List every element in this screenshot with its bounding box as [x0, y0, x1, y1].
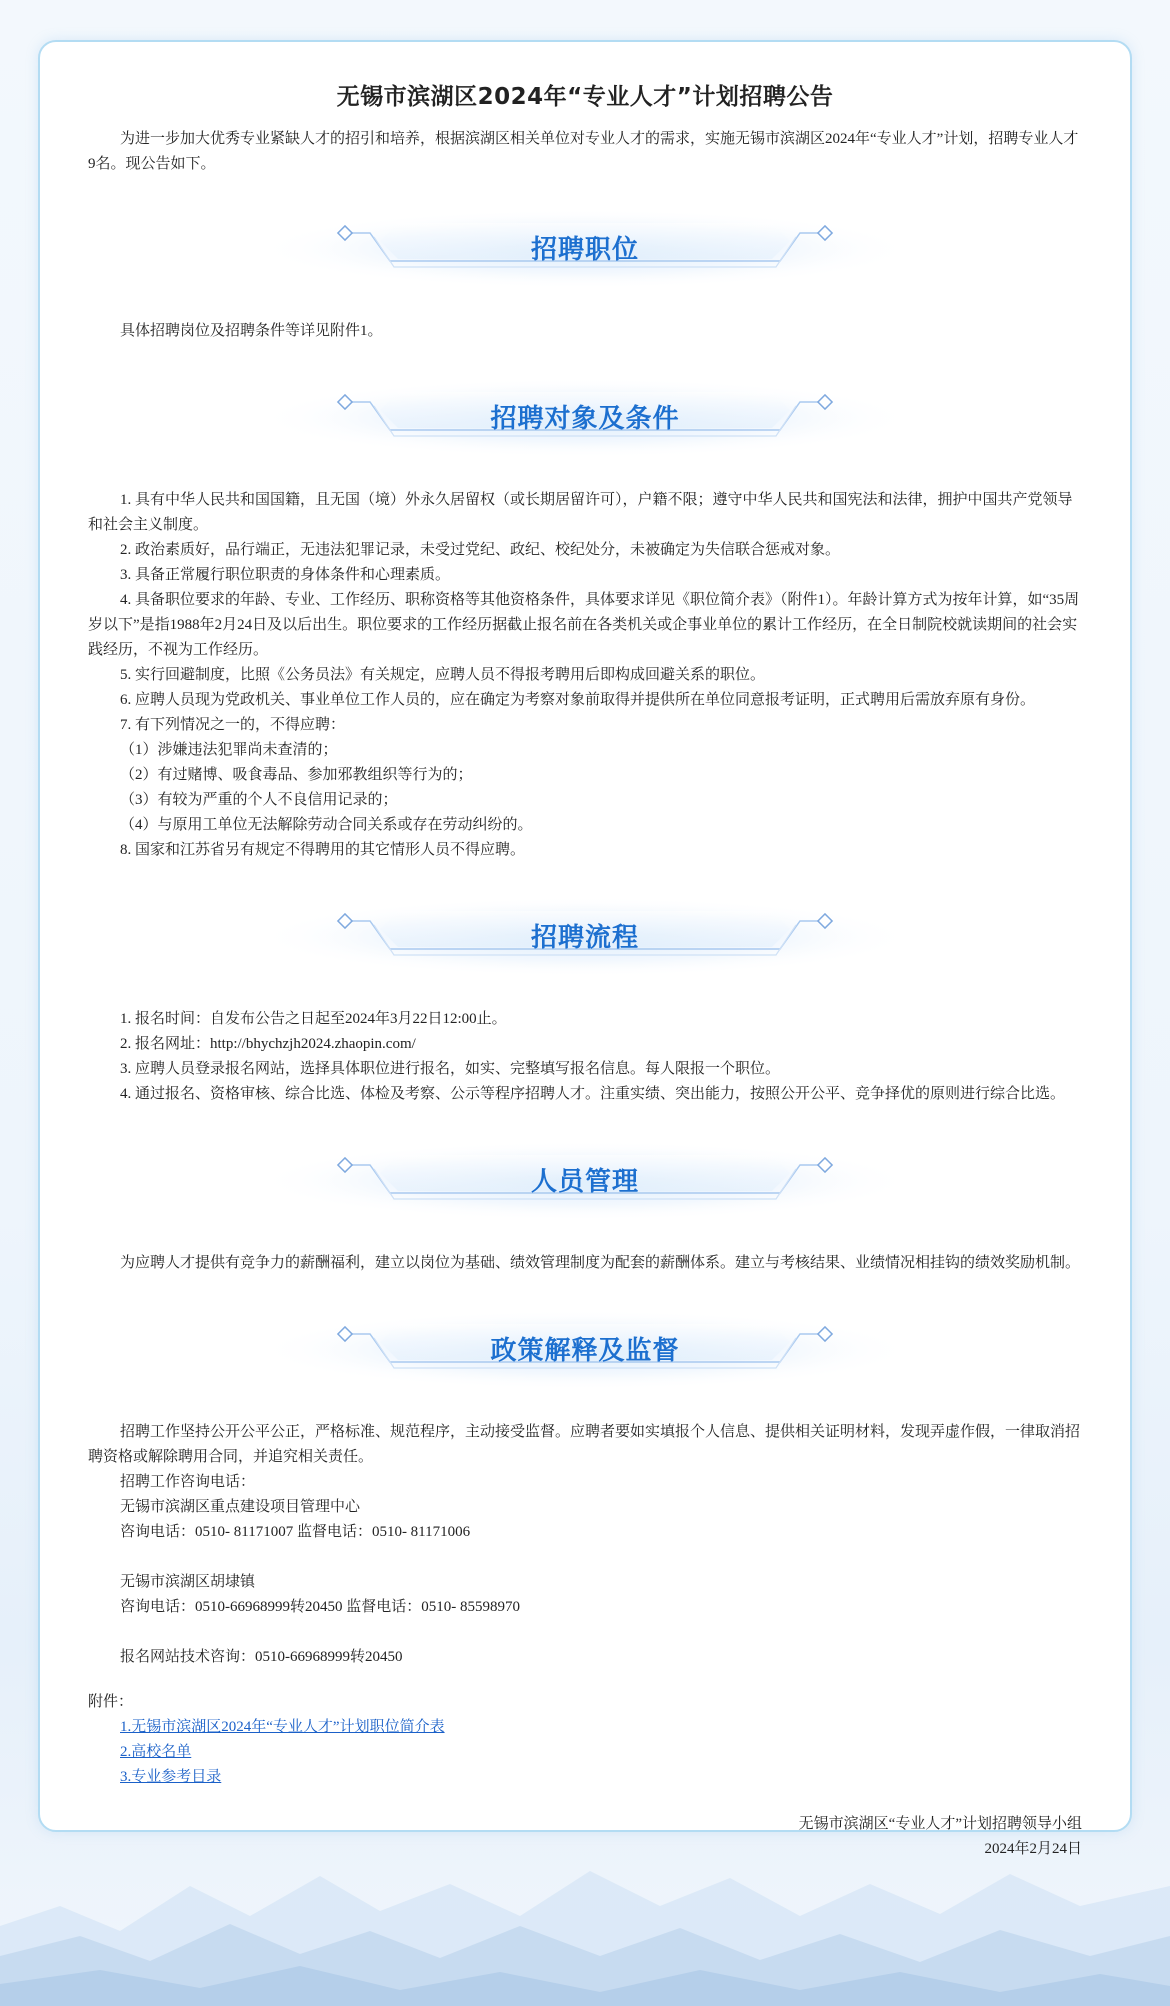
signature-date: 2024年2月24日 [984, 1841, 1082, 1857]
attachment-link-university-list[interactable]: 2.高校名单 [120, 1744, 192, 1760]
section-title-policy: 政策解释及监督 [490, 1336, 680, 1366]
process-item: 2. 报名网址：http://bhychzjh2024.zhaopin.com/ [120, 1036, 416, 1052]
section-body-process [88, 1007, 1082, 1107]
section-body-conditions [88, 488, 1082, 863]
management-text: 为应聘人才提供有竞争力的薪酬福利，建立以岗位为基础、绩效管理制度为配套的薪酬体系。建立与考核结果、业绩情况相挂钩的绩效奖励机制。 [120, 1255, 1081, 1271]
condition-subitem: （2）有过赌博、吸食毒品、参加邪教组织等行为的； [120, 767, 473, 783]
section-header-policy [78, 1302, 1092, 1398]
contact-phones-1: 咨询电话：0510- 81171007 监督电话：0510- 81171006 [120, 1524, 471, 1540]
attachment-link-major-catalog[interactable]: 3.专业参考目录 [120, 1769, 222, 1785]
process-item: 1. 报名时间：自发布公告之日起至2024年3月22日12:00止。 [120, 1011, 507, 1027]
condition-subitem: （1）涉嫌违法犯罪尚未查清的； [120, 742, 338, 758]
condition-item: 2. 政治素质好，品行端正，无违法犯罪记录，未受过党纪、政纪、校纪处分，未被确定为失信联合惩戒对象。 [120, 542, 841, 558]
section-header-conditions [78, 370, 1092, 466]
attachments [88, 1690, 1082, 1790]
section-title-positions: 招聘职位 [530, 235, 639, 265]
process-item: 4. 通过报名、资格审核、综合比选、体检及考察、公示等程序招聘人才。注重实绩、突出能力，按照公开公平、竞争择优的原则进行综合比选。 [120, 1086, 1066, 1102]
contact-phones-2: 咨询电话：0510-66968999转20450 监督电话：0510- 85598970 [120, 1599, 520, 1615]
positions-text: 具体招聘岗位及招聘条件等详见附件1。 [120, 323, 383, 339]
condition-item: 1. 具有中华人民共和国国籍，且无国（境）外永久居留权（或长期居留许可），户籍不限；遵守中华人民共和国宪法和法律，拥护中国共产党领导和社会主义制度。 [88, 492, 1073, 533]
condition-item: 6. 应聘人员现为党政机关、事业单位工作人员的，应在确定为考察对象前取得并提供所在单位同意报考证明，正式聘用后需放弃原有身份。 [120, 692, 1036, 708]
tech-support-phone: 报名网站技术咨询：0510-66968999转20450 [120, 1649, 403, 1665]
condition-subitem: （3）有较为严重的个人不良信用记录的； [120, 792, 398, 808]
signature-org: 无锡市滨湖区“专业人才”计划招聘领导小组 [798, 1816, 1082, 1832]
section-header-management [78, 1133, 1092, 1229]
section-header-process [78, 889, 1092, 985]
contact-org-2: 无锡市滨湖区胡埭镇 [120, 1574, 256, 1590]
intro-paragraph: 为进一步加大优秀专业紧缺人才的招引和培养，根据滨湖区相关单位对专业人才的需求，实施无锡市滨湖区2024年“专业人才”计划，招聘专业人才9名。现公告如下。 [88, 131, 1079, 172]
contact-org-1: 无锡市滨湖区重点建设项目管理中心 [120, 1499, 361, 1515]
signature-block [88, 1812, 1082, 1862]
process-item: 3. 应聘人员登录报名网站，选择具体职位进行报名，如实、完整填写报名信息。每人限报一个职位。 [120, 1061, 781, 1077]
section-title-process: 招聘流程 [530, 923, 639, 953]
condition-item: 8. 国家和江苏省另有规定不得聘用的其它情形人员不得应聘。 [120, 842, 526, 858]
section-body-management [88, 1251, 1082, 1276]
condition-item: 7. 有下列情况之一的，不得应聘： [120, 717, 346, 733]
section-body-positions [88, 319, 1082, 344]
condition-subitem: （4）与原用工单位无法解除劳动合同关系或存在劳动纠纷的。 [120, 817, 533, 833]
policy-text: 招聘工作坚持公开公平公正，严格标准、规范程序，主动接受监督。应聘者要如实填报个人信息、提供相关证明材料，发现弄虚作假，一律取消招聘资格或解除聘用合同，并追究相关责任。 [88, 1424, 1081, 1465]
page-title: 无锡市滨湖区2024年“专业人才”计划招聘公告 [336, 84, 834, 110]
section-title-conditions: 招聘对象及条件 [490, 404, 680, 434]
condition-item: 4. 具备职位要求的年龄、专业、工作经历、职称资格等其他资格条件，具体要求详见《职位简介表》（附件1）。年龄计算方式为按年计算，如“35周岁以下”是指1988年2月24日及以后出生。职位要求的工作经历据截止报名前在各类机关或企事业单位的累计工作经历，在全日制院校就读期间的社会实践经历，不视为工作经历。 [88, 592, 1080, 658]
attachments-label: 附件： [88, 1694, 134, 1710]
contact-label: 招聘工作咨询电话： [120, 1474, 256, 1490]
section-header-positions [78, 201, 1092, 297]
attachment-link-position-table[interactable]: 1.无锡市滨湖区2024年“专业人才”计划职位简介表 [120, 1719, 445, 1735]
section-title-management: 人员管理 [530, 1167, 639, 1197]
condition-item: 3. 具备正常履行职位职责的身体条件和心理素质。 [120, 567, 451, 583]
announcement-card [38, 40, 1132, 1857]
condition-item: 5. 实行回避制度，比照《公务员法》有关规定，应聘人员不得报考聘用后即构成回避关系的职位。 [120, 667, 766, 683]
section-body-policy [88, 1420, 1082, 1670]
